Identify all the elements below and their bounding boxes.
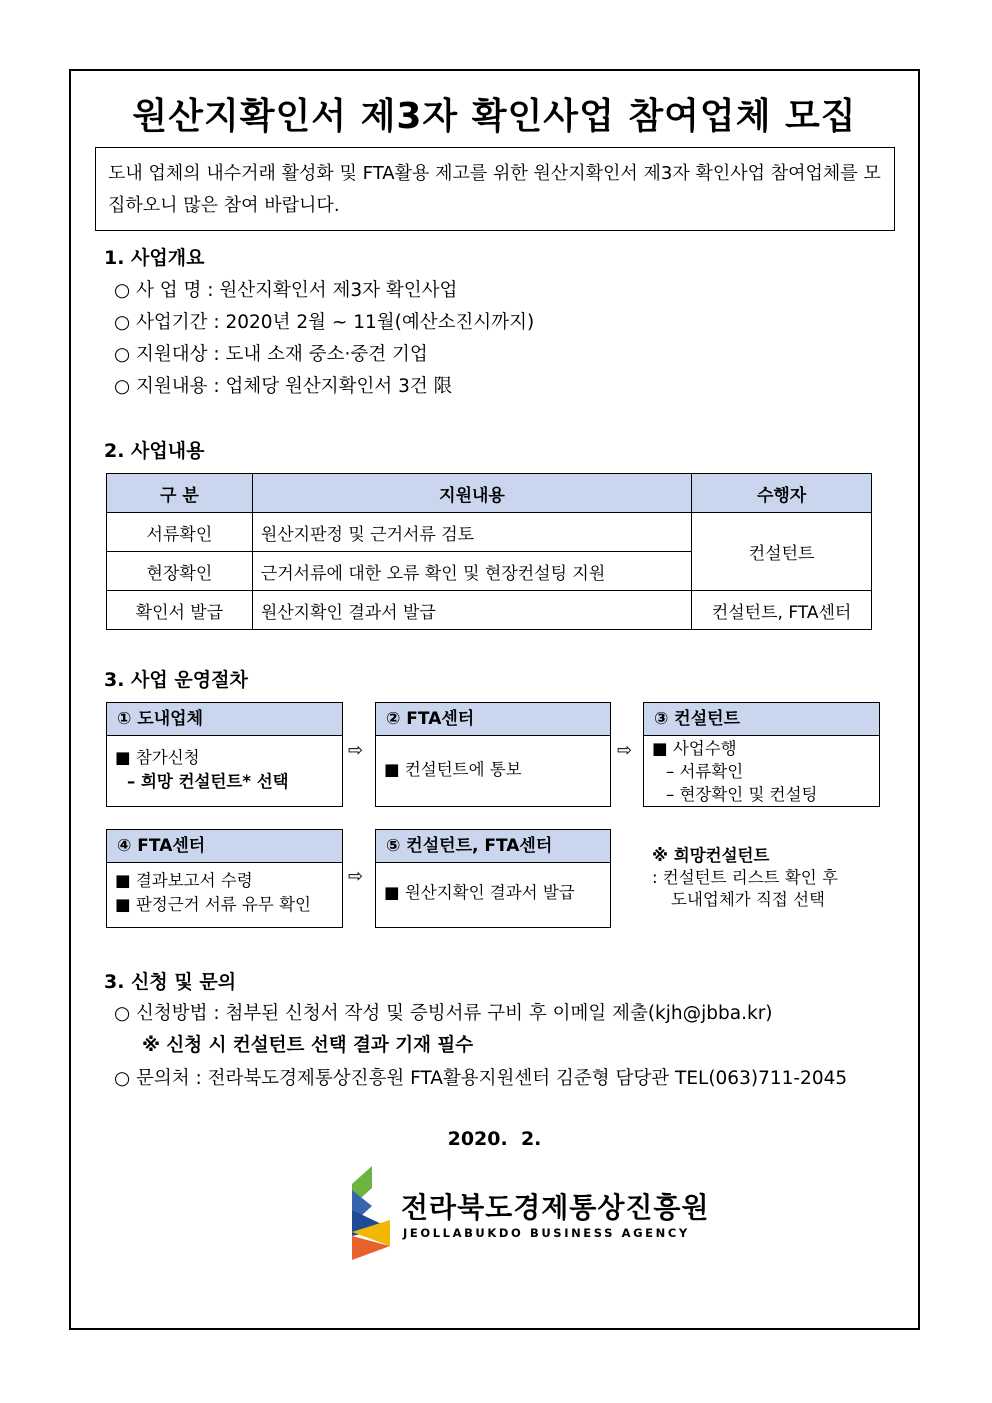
process-box-3 bbox=[643, 702, 880, 807]
table-row bbox=[107, 591, 872, 630]
section3-heading: 3. 사업 운영절차 bbox=[104, 669, 248, 691]
process-box-line: ■ 참가신청 bbox=[115, 748, 200, 767]
table-cell-content: 원산지판정 및 근거서류 검토 bbox=[252, 513, 691, 552]
process-box-line: – 현장확인 및 컨설팅 bbox=[666, 785, 818, 804]
process-box-line: ■ 원산지확인 결과서 발급 bbox=[384, 883, 575, 902]
process-box-2 bbox=[375, 702, 611, 807]
process-box-line: ■ 결과보고서 수령 bbox=[115, 871, 253, 890]
arrow-icon: ⇨ bbox=[617, 740, 633, 761]
note-line: : 컨설턴트 리스트 확인 후 bbox=[652, 868, 838, 887]
table-header: 지원내용 bbox=[252, 474, 691, 513]
contact-info: ○ 문의처 : 전라북도경제통상진흥원 FTA활용지원센터 김준형 담당관 TEL(063)711-2045 bbox=[114, 1068, 848, 1089]
section2-heading: 2. 사업내용 bbox=[104, 440, 205, 462]
apply-notice: ※ 신청 시 컨설턴트 선택 결과 기재 필수 bbox=[142, 1035, 474, 1056]
section1-heading: 1. 사업개요 bbox=[104, 247, 205, 269]
table-row bbox=[107, 513, 872, 552]
table-header: 구 분 bbox=[107, 474, 253, 513]
arrow-icon: ⇨ bbox=[348, 740, 364, 761]
section1-item: ○ 지원대상 : 도내 소재 중소·중견 기업 bbox=[114, 344, 428, 365]
table-cell-content: 근거서류에 대한 오류 확인 및 현장컨설팅 지원 bbox=[252, 552, 691, 591]
process-box-4 bbox=[106, 829, 343, 928]
page-title: 원산지확인서 제3자 확인사업 참여업체 모집 bbox=[132, 96, 857, 137]
process-box-title: ① 도내업체 bbox=[107, 703, 342, 736]
org-name-en: JEOLLABUKDO BUSINESS AGENCY bbox=[403, 1226, 690, 1240]
org-logo-icon bbox=[346, 1166, 396, 1262]
process-box-title: ④ FTA센터 bbox=[107, 830, 342, 863]
issue-date: 2020. 2. bbox=[447, 1128, 542, 1150]
table-cell-content: 원산지확인 결과서 발급 bbox=[252, 591, 691, 630]
section1-item: ○ 사업기간 : 2020년 2월 ~ 11월(예산소진시까지) bbox=[114, 312, 535, 333]
section4-heading: 3. 신청 및 문의 bbox=[104, 971, 237, 993]
table-cell-category: 서류확인 bbox=[107, 513, 253, 552]
section1-item: ○ 지원내용 : 업체당 원산지확인서 3건 限 bbox=[114, 376, 453, 397]
note-title: ※ 희망컨설턴트 bbox=[652, 846, 770, 865]
table-cell-performer: 컨설턴트, FTA센터 bbox=[692, 591, 872, 630]
apply-method: ○ 신청방법 : 첨부된 신청서 작성 및 증빙서류 구비 후 이메일 제출(kjh@jbba.kr) bbox=[114, 1003, 773, 1024]
org-name-kr: 전라북도경제통상진흥원 bbox=[401, 1191, 710, 1224]
support-table bbox=[106, 473, 872, 630]
table-cell-category: 현장확인 bbox=[107, 552, 253, 591]
process-box-1 bbox=[106, 702, 343, 807]
section1-item: ○ 사 업 명 : 원산지확인서 제3자 확인사업 bbox=[114, 280, 458, 301]
table-cell-category: 확인서 발급 bbox=[107, 591, 253, 630]
process-box-5 bbox=[375, 829, 611, 928]
table-header: 수행자 bbox=[692, 474, 872, 513]
process-box-line: ■ 컨설턴트에 통보 bbox=[384, 760, 522, 779]
process-box-title: ③ 컨설턴트 bbox=[644, 703, 879, 736]
process-box-title: ⑤ 컨설턴트, FTA센터 bbox=[376, 830, 610, 863]
note-line: 도내업체가 직접 선택 bbox=[671, 890, 825, 909]
consultant-note bbox=[652, 845, 838, 911]
table-header-row bbox=[107, 474, 872, 513]
process-box-line: – 서류확인 bbox=[666, 762, 744, 781]
intro-box: 도내 업체의 내수거래 활성화 및 FTA활용 제고를 위한 원산지확인서 제3자 확인사업 참여업체를 모집하오니 많은 참여 바랍니다. bbox=[95, 147, 895, 231]
process-box-line: ■ 사업수행 bbox=[652, 739, 737, 758]
process-box-line: ■ 판정근거 서류 유무 확인 bbox=[115, 895, 311, 914]
table-cell-performer: 컨설턴트 bbox=[692, 513, 872, 591]
process-box-title: ② FTA센터 bbox=[376, 703, 610, 736]
arrow-icon: ⇨ bbox=[348, 866, 364, 887]
process-box-line: – 희망 컨설턴트* 선택 bbox=[127, 772, 289, 791]
